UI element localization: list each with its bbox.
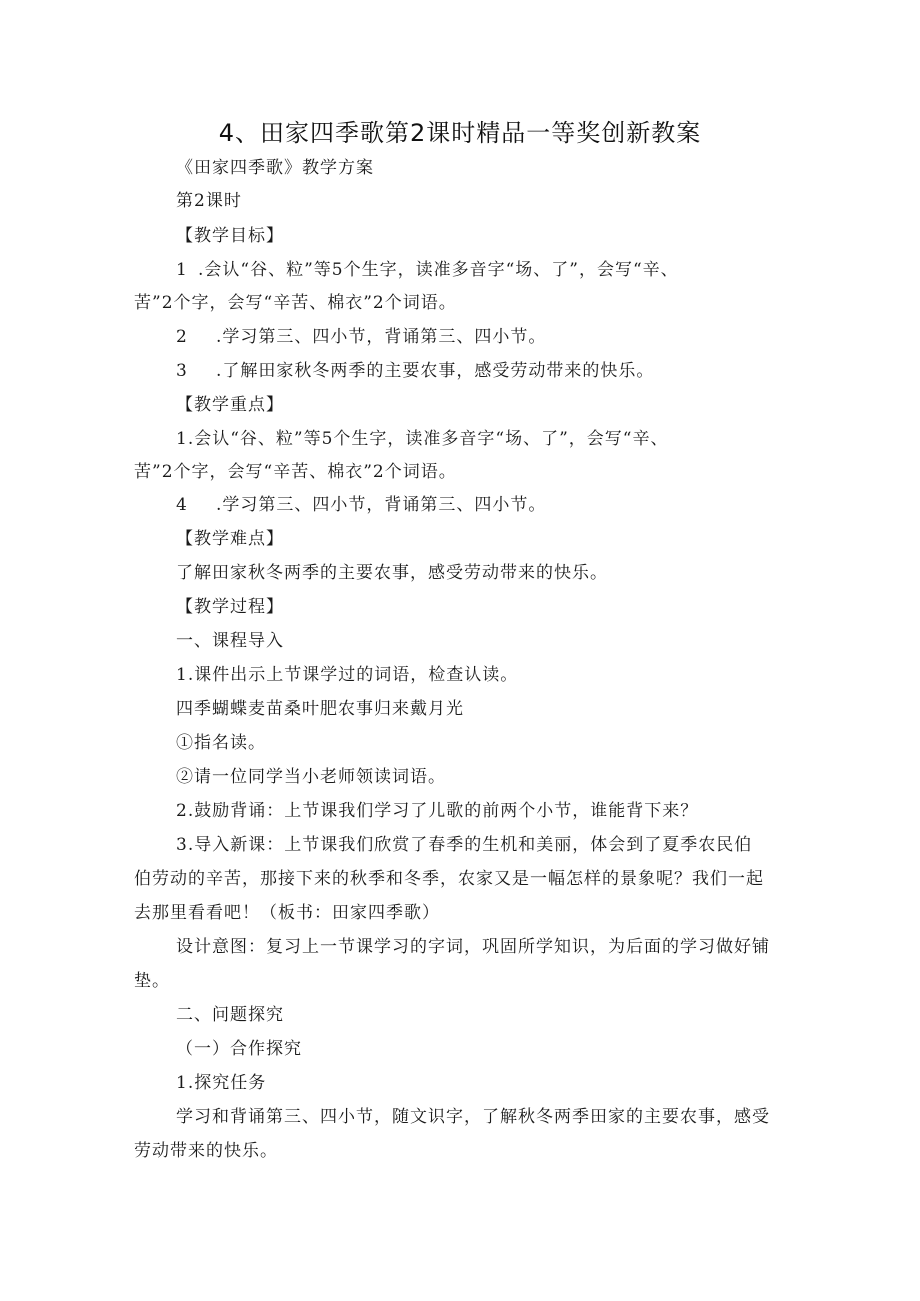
key-point-2-number: 4 xyxy=(176,495,188,515)
document-title: 4、田家四季歌第2课时精品一等奖创新教案 xyxy=(218,119,702,147)
section-2-heading: 二、问题探究 xyxy=(176,1005,284,1025)
goal-3 xyxy=(176,360,654,382)
lesson-label: 第2课时 xyxy=(176,191,242,211)
section-1-sub-2: ②请一位同学当小老师领读词语。 xyxy=(176,767,446,787)
design-intent-line-1: 设计意图：复习上一节课学习的字词，巩固所学知识，为后面的学习做好铺 xyxy=(176,937,770,957)
section-2-subheading: （一）合作探究 xyxy=(176,1039,302,1059)
section-2-item-1: 1.探究任务 xyxy=(176,1073,267,1093)
design-intent-line-2: 垫。 xyxy=(134,971,170,991)
goal-1-line-1 xyxy=(176,259,679,281)
key-point-2-text: .学习第三、四小节，背诵第三、四小节。 xyxy=(216,495,547,515)
process-heading: 【教学过程】 xyxy=(176,597,284,617)
section-2-task-line-2: 劳动带来的快乐。 xyxy=(134,1141,278,1161)
key-points-heading: 【教学重点】 xyxy=(176,395,284,415)
goal-3-text: .了解田家秋冬两季的主要农事，感受劳动带来的快乐。 xyxy=(216,361,655,381)
goal-2 xyxy=(176,326,546,348)
goal-2-text: .学习第三、四小节，背诵第三、四小节。 xyxy=(216,327,547,347)
goal-1-line-2: 苦”2个字，会写“辛苦、棉衣”2个词语。 xyxy=(134,293,457,313)
key-point-1-line-1: 1.会认“谷、粒”等5个生字，读准多音字“场、了”，会写“辛、 xyxy=(176,429,669,449)
difficult-points-text: 了解田家秋冬两季的主要农事，感受劳动带来的快乐。 xyxy=(176,563,608,583)
goals-heading: 【教学目标】 xyxy=(176,226,284,246)
section-1-item-2: 2.鼓励背诵：上节课我们学习了儿歌的前两个小节，谁能背下来？ xyxy=(176,801,699,821)
goal-3-number: 3 xyxy=(176,361,188,381)
goal-1-text: .会认“谷、粒”等5个生字，读准多音字“场、了”，会写“辛、 xyxy=(198,260,679,280)
review-words: 四季蝴蝶麦苗桑叶肥农事归来戴月光 xyxy=(176,699,464,719)
section-1-item-3-line-1: 3.导入新课：上节课我们欣赏了春季的生机和美丽，体会到了夏季农民伯 xyxy=(176,835,753,855)
key-point-1-line-2: 苦”2个字，会写“辛苦、棉衣”2个词语。 xyxy=(134,462,457,482)
section-1-sub-1: ①指名读。 xyxy=(176,733,266,753)
section-1-heading: 一、课程导入 xyxy=(176,631,284,651)
goal-1-number: 1 xyxy=(176,260,188,280)
key-point-2 xyxy=(176,494,546,516)
plan-subtitle: 《田家四季歌》教学方案 xyxy=(176,158,374,178)
difficult-points-heading: 【教学难点】 xyxy=(176,529,284,549)
section-1-item-3-line-3: 去那里看看吧！（板书：田家四季歌） xyxy=(134,903,440,923)
goal-2-number: 2 xyxy=(176,327,188,347)
section-1-item-1: 1.课件出示上节课学过的词语，检查认读。 xyxy=(176,665,519,685)
section-1-item-3-line-2: 伯劳动的辛苦，那接下来的秋季和冬季，农家又是一幅怎样的景象呢？我们一起 xyxy=(134,869,764,889)
section-2-task-line-1: 学习和背诵第三、四小节，随文识字，了解秋冬两季田家的主要农事，感受 xyxy=(176,1107,770,1127)
